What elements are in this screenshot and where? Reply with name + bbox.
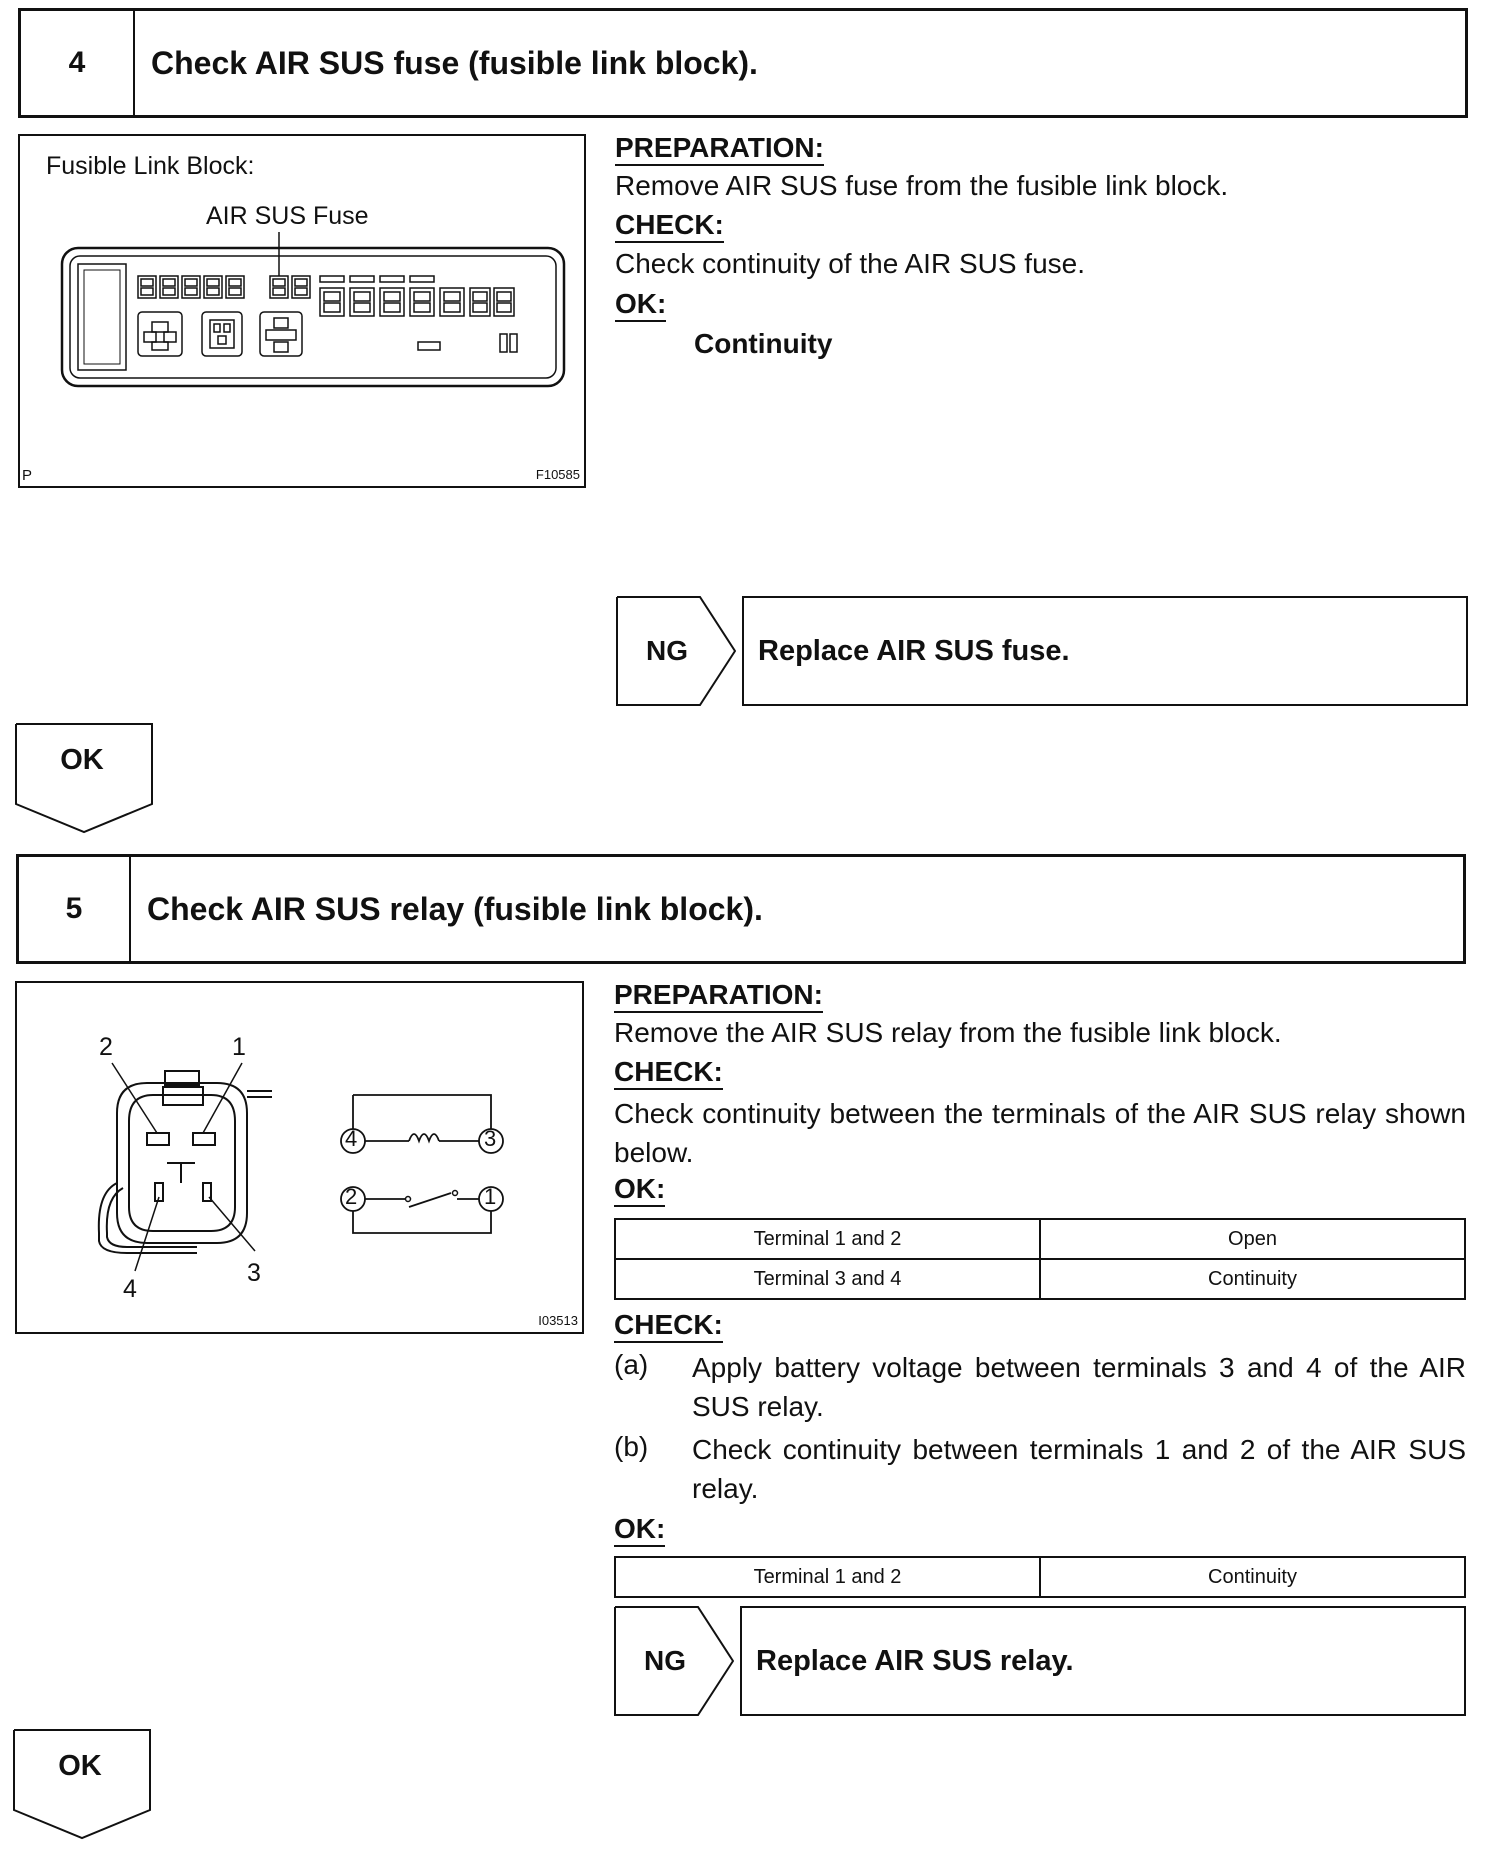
relay-terminal-4-label: 4 <box>123 1275 137 1303</box>
step-4-preparation-header: PREPARATION: <box>615 131 824 166</box>
table-row <box>615 1219 1465 1259</box>
schematic-terminal-2: 2 <box>345 1184 358 1209</box>
fusible-link-block-figure <box>18 134 586 488</box>
figure-caption: Fusible Link Block: <box>46 152 255 180</box>
step-4-number: 4 <box>21 11 135 115</box>
step-5-ok-flow <box>12 1728 152 1840</box>
schematic-terminal-4: 4 <box>345 1126 358 1151</box>
step-5-check-header: CHECK: <box>614 1055 723 1090</box>
step-5-check-text: Check continuity between the terminals of the AIR SUS relay shown below. <box>614 1098 1466 1168</box>
ok-flow-arrow-icon <box>12 1728 152 1840</box>
table-cell-terminal: Terminal 1 and 2 <box>615 1219 1040 1259</box>
step-4-title: Check AIR SUS fuse (fusible link block). <box>151 44 758 81</box>
step-5-preparation-header: PREPARATION: <box>614 978 823 1013</box>
step-5-ok-header: OK: <box>614 1172 665 1207</box>
table-cell-result: Continuity <box>1040 1557 1465 1597</box>
step-5-ng-branch <box>614 1606 1466 1716</box>
schematic-terminal-3: 3 <box>484 1126 497 1151</box>
step-5-ok2-header: OK: <box>614 1512 665 1547</box>
step-5-number: 5 <box>19 857 131 961</box>
step-5-ok-table <box>614 1218 1466 1300</box>
air-sus-relay-figure <box>15 981 584 1334</box>
relay-terminal-2-label: 2 <box>99 1033 113 1061</box>
ok-flow-arrow-icon <box>14 722 154 834</box>
fuse-callout-label: AIR SUS Fuse <box>206 202 369 230</box>
fusible-link-block-drawing <box>20 136 588 490</box>
ok-flow-label: OK <box>58 1750 102 1782</box>
step-4-header <box>18 8 1468 118</box>
table-cell-terminal: Terminal 3 and 4 <box>615 1259 1040 1299</box>
step-4-check-header: CHECK: <box>615 208 724 243</box>
step-4-preparation-text: Remove AIR SUS fuse from the fusible link block. <box>615 170 1229 201</box>
relay-terminal-1-label: 1 <box>232 1033 246 1061</box>
step-4-ok-flow <box>14 722 154 834</box>
step-5-check2-step-b: Check continuity between terminals 1 and 2 of the AIR SUS relay. <box>692 1434 1466 1504</box>
figure-code: F10585 <box>535 467 580 482</box>
relay-figure-code: I03513 <box>538 1313 578 1328</box>
step-4-check-text: Check continuity of the AIR SUS fuse. <box>615 248 1086 279</box>
step-5-check2-marker-b: (b) <box>614 1431 649 1462</box>
step-5-check2-marker-a: (a) <box>614 1349 649 1380</box>
table-cell-result: Continuity <box>1040 1259 1465 1299</box>
step-5-preparation-text: Remove the AIR SUS relay from the fusible link block. <box>614 1017 1282 1048</box>
ok-flow-label: OK <box>60 744 104 776</box>
step-5-check2-step-a: Apply battery voltage between terminals 3 and 4 of the AIR SUS relay. <box>692 1352 1466 1422</box>
step-4-ok-header: OK: <box>615 287 666 322</box>
table-row <box>615 1557 1465 1597</box>
step-4-ng-action: Replace AIR SUS fuse. <box>742 596 1468 706</box>
step-5-title: Check AIR SUS relay (fusible link block). <box>147 890 763 927</box>
schematic-terminal-1: 1 <box>484 1184 497 1209</box>
step-4-ng-branch <box>616 596 1468 706</box>
ng-label: NG <box>646 635 688 666</box>
table-cell-terminal: Terminal 1 and 2 <box>615 1557 1040 1597</box>
table-cell-result: Open <box>1040 1219 1465 1259</box>
step-5-ok2-table <box>614 1556 1466 1598</box>
step-5-check2-header: CHECK: <box>614 1308 723 1343</box>
step-5-ng-action: Replace AIR SUS relay. <box>740 1606 1466 1716</box>
step-4-ok-value: Continuity <box>694 328 833 359</box>
step-5-header <box>16 854 1466 964</box>
table-row <box>615 1259 1465 1299</box>
corner-mark: P <box>22 467 33 484</box>
ng-label: NG <box>644 1645 686 1676</box>
relay-terminal-3-label: 3 <box>247 1259 261 1287</box>
